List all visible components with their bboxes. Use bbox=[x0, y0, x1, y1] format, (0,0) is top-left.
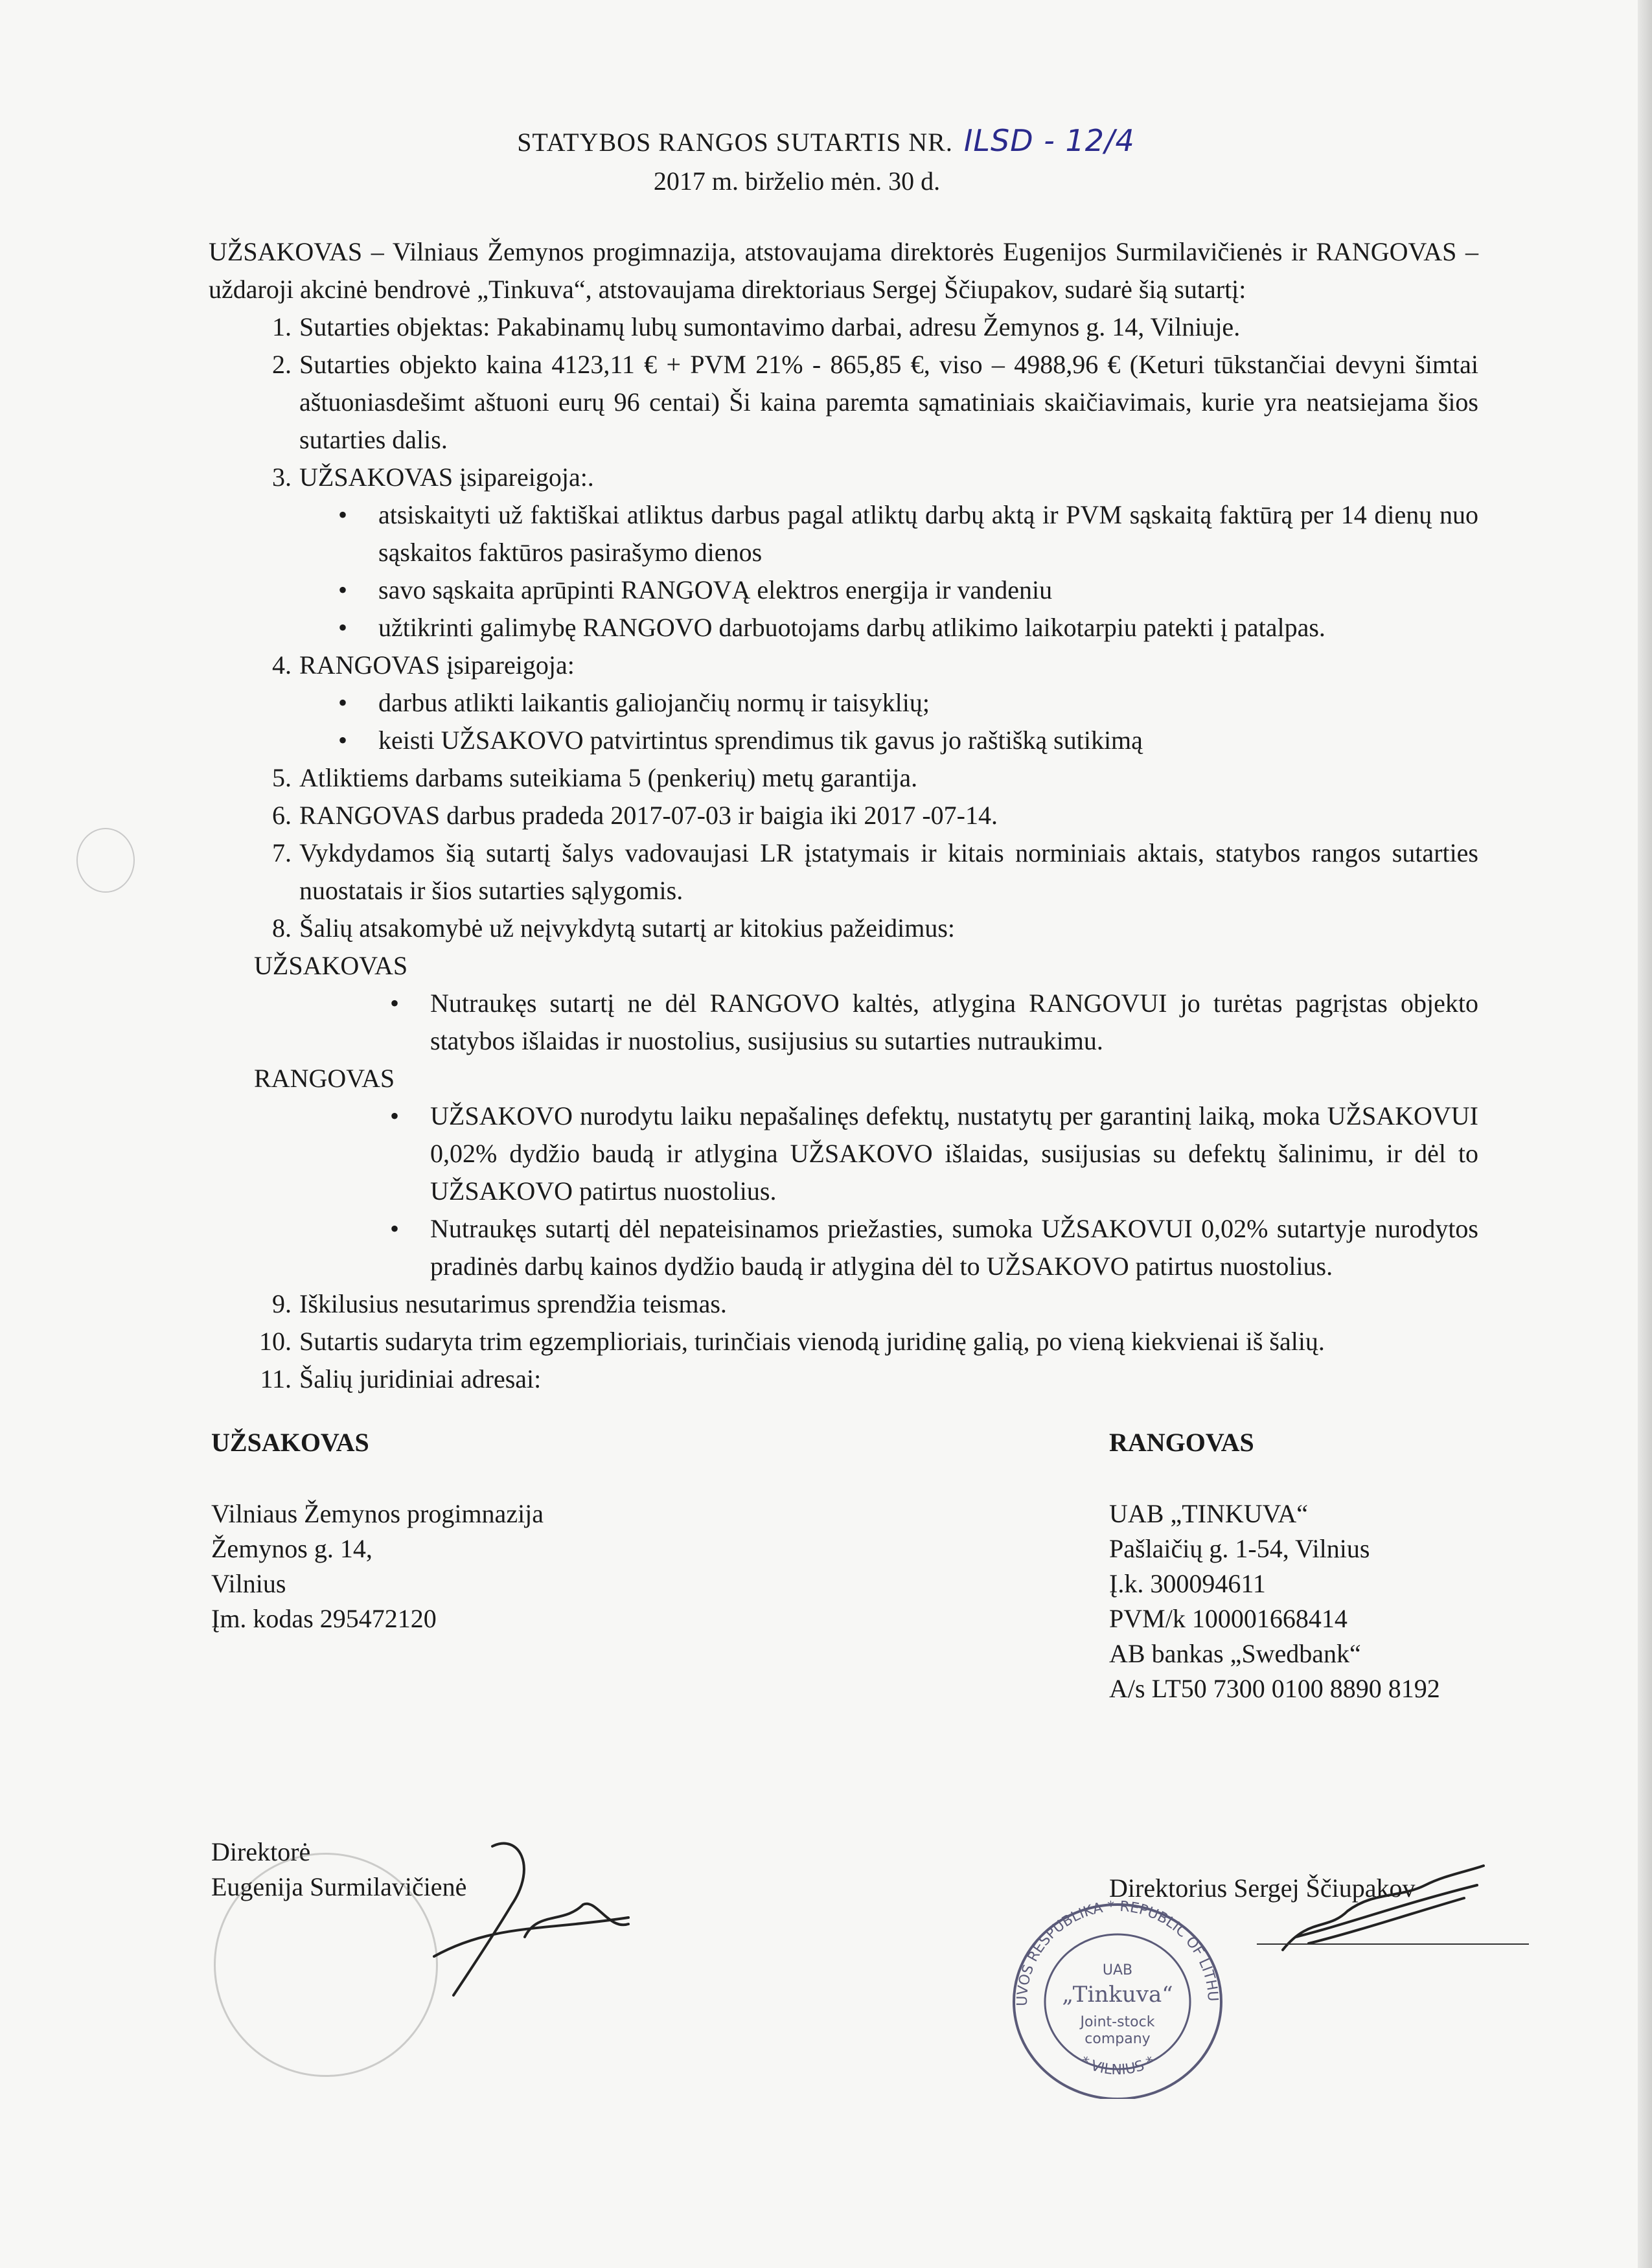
bullet-text: užtikrinti galimybę RANGOVO darbuotojams darbų atlikimo laikotarpiu patekti į patalpas. bbox=[378, 613, 1325, 642]
stamp-ring-top: UVOS RESPUBLIKA * REPUBLIC OF LITHU bbox=[1014, 1898, 1221, 2006]
clause-text: RANGOVAS darbus pradeda 2017-07-03 ir baigia iki 2017 -07-14. bbox=[299, 801, 998, 830]
customer-name: Vilniaus Žemynos progimnazija bbox=[211, 1499, 544, 1528]
contractor-signature bbox=[1270, 1859, 1503, 1963]
clause-text: Sutartis sudaryta trim egzemplioriais, turinčiais vienodą juridinę galią, po vieną kiekvienai iš šalių. bbox=[299, 1327, 1325, 1356]
customer-address-block bbox=[211, 1425, 544, 1636]
clause-number: 2. bbox=[272, 350, 292, 379]
bullet-icon: • bbox=[390, 989, 400, 1018]
bullet-text: UŽSAKOVO nurodytu laiku nepašalinęs defektų, nustatytų per garantinį laiką, moka UŽSAKOVUI 0,02% dydžio baudą ir atlygina UŽSAKOVO išlaidas, susijusias su defektų šalinimu, ir dėl to UŽSAKOVO patirtus nuostolius. bbox=[430, 1101, 1478, 1206]
contractor-stamp bbox=[1001, 1892, 1234, 2102]
clause-6 bbox=[209, 797, 1478, 834]
contractor-account: A/s LT50 7300 0100 8890 8192 bbox=[1109, 1674, 1440, 1703]
bullet-text: Nutraukęs sutartį dėl nepateisinamos priežasties, sumoka UŽSAKOVUI 0,02% sutartyje nurodytos pradinės darbų kainos dydžio baudą ir atlygina dėl to UŽSAKOVO patirtus nuostolius. bbox=[430, 1214, 1478, 1281]
contractor-name: UAB „TINKUVA“ bbox=[1109, 1499, 1308, 1528]
bullet-item bbox=[299, 609, 1478, 647]
document-title bbox=[0, 123, 1652, 158]
clause-number: 8. bbox=[272, 913, 292, 943]
bullet-icon: • bbox=[338, 726, 348, 755]
contractor-street: Pašlaičių g. 1-54, Vilnius bbox=[1109, 1534, 1370, 1563]
clause-number: 11. bbox=[260, 1364, 292, 1393]
party-subheading: UŽSAKOVAS bbox=[254, 951, 408, 980]
bullet-icon: • bbox=[338, 688, 348, 717]
clause-text: Šalių juridiniai adresai: bbox=[299, 1364, 542, 1393]
bullet-item bbox=[299, 722, 1478, 759]
bullet-icon: • bbox=[338, 500, 348, 529]
clause-number: 5. bbox=[272, 763, 292, 792]
clause-9 bbox=[209, 1285, 1478, 1323]
contractor-vat-code: PVM/k 100001668414 bbox=[1109, 1604, 1348, 1633]
stamp-line-2: „Tinkuva“ bbox=[1062, 1982, 1173, 2008]
bullet-text: atsiskaityti už faktiškai atliktus darbus pagal atliktų darbų aktą ir PVM sąskaitą faktūrą per 14 dienų nuo sąskaitos faktūros pasirašymo dienos bbox=[378, 500, 1478, 567]
customer-signer-role: Direktorė bbox=[211, 1837, 311, 1866]
title-text: STATYBOS RANGOS SUTARTIS NR. bbox=[517, 128, 953, 157]
customer-company-code: Įm. kodas 295472120 bbox=[211, 1604, 437, 1633]
clause-3 bbox=[209, 459, 1478, 496]
contractor-signature-line bbox=[1257, 1943, 1529, 1945]
customer-signature bbox=[415, 1827, 661, 2008]
bullet-item bbox=[299, 496, 1478, 571]
scan-edge-shadow bbox=[1638, 0, 1652, 2268]
punch-hole bbox=[76, 828, 135, 893]
customer-street: Žemynos g. 14, bbox=[211, 1534, 373, 1563]
contractor-signer: Direktorius Sergej Ščiupakov bbox=[1109, 1873, 1416, 1903]
clause-number: 6. bbox=[272, 801, 292, 830]
bullet-item bbox=[299, 571, 1478, 609]
clause-number: 10. bbox=[259, 1327, 292, 1356]
customer-faded-stamp bbox=[214, 1853, 438, 2077]
customer-city: Vilnius bbox=[211, 1569, 286, 1598]
customer-heading: UŽSAKOVAS bbox=[211, 1428, 369, 1457]
customer-signer-name: Eugenija Surmilavičienė bbox=[211, 1872, 467, 1901]
document-date: 2017 m. birželio mėn. 30 d. bbox=[653, 166, 941, 196]
clause-number: 1. bbox=[272, 312, 292, 341]
contractor-bank: AB bankas „Swedbank“ bbox=[1109, 1639, 1361, 1668]
clause-2 bbox=[209, 346, 1478, 459]
clause-4 bbox=[209, 647, 1478, 684]
bullet-item bbox=[351, 985, 1478, 1060]
bullet-text: darbus atlikti laikantis galiojančių normų ir taisyklių; bbox=[378, 688, 930, 717]
bullet-icon: • bbox=[338, 613, 348, 642]
contractor-address-block bbox=[1109, 1425, 1440, 1706]
clause-text: Iškilusius nesutarimus sprendžia teismas. bbox=[299, 1289, 727, 1318]
clause-text: Sutarties objekto kaina 4123,11 € + PVM 21% - 865,85 €, viso – 4988,96 € (Keturi tūkstančiai devyni šimtai aštuoniasdešimt aštuoni eurų 96 centai) Ši kaina paremta sąmatiniais skaičiavimais, kurie yra neatsiejama šios sutarties dalis. bbox=[299, 350, 1478, 454]
document-header bbox=[0, 123, 1652, 196]
clause-8 bbox=[209, 910, 1478, 947]
stamp-line-1: UAB bbox=[1102, 1962, 1133, 1978]
bullet-icon: • bbox=[390, 1101, 400, 1130]
handwritten-contract-number: ILSD - 12/4 bbox=[963, 123, 1135, 158]
clause-5 bbox=[209, 759, 1478, 797]
contractor-company-code: Į.k. 300094611 bbox=[1109, 1569, 1266, 1598]
clause-text: Sutarties objektas: Pakabinamų lubų sumontavimo darbai, adresu Žemynos g. 14, Vilniuje. bbox=[299, 312, 1241, 341]
clause-number: 7. bbox=[272, 838, 292, 867]
stamp-ring-bottom: * VILNIUS * bbox=[1077, 2053, 1158, 2079]
bullet-text: savo sąskaita aprūpinti RANGOVĄ elektros energija ir vandeniu bbox=[378, 575, 1053, 604]
clause-text: RANGOVAS įsipareigoja: bbox=[299, 650, 575, 680]
bullet-icon: • bbox=[338, 575, 348, 604]
clause-number: 9. bbox=[272, 1289, 292, 1318]
stamp-line-4: company bbox=[1084, 2031, 1151, 2047]
intro-paragraph: UŽSAKOVAS – Vilniaus Žemynos progimnazija, atstovaujama direktorės Eugenijos Surmilavičienės ir RANGOVAS – uždaroji akcinė bendrovė „Tinkuva“, atstovaujama direktoriaus Sergej Ščiupakov, sudarė šią sutartį: bbox=[209, 237, 1478, 304]
party-subheading: RANGOVAS bbox=[254, 1064, 395, 1093]
bullet-text: Nutraukęs sutartį ne dėl RANGOVO kaltės, atlygina RANGOVUI jo turėtas pagrįstas objekto statybos išlaidas ir nuostolius, susijusius su sutarties nutraukimu. bbox=[430, 989, 1478, 1055]
contract-body bbox=[209, 233, 1478, 1398]
clause-text: UŽSAKOVAS įsipareigoja:. bbox=[299, 463, 594, 492]
contractor-heading: RANGOVAS bbox=[1109, 1428, 1254, 1457]
bullet-item bbox=[299, 684, 1478, 722]
clause-10 bbox=[209, 1323, 1478, 1360]
clause-number: 3. bbox=[272, 463, 292, 492]
bullet-item bbox=[351, 1210, 1478, 1285]
bullet-text: keisti UŽSAKOVO patvirtintus sprendimus tik gavus jo raštišką sutikimą bbox=[378, 726, 1143, 755]
clause-7 bbox=[209, 834, 1478, 910]
clause-text: Vykdydamos šią sutartį šalys vadovaujasi LR įstatymais ir kitais norminiais aktais, statybos rangos sutarties nuostatais ir šios sutarties sąlygomis. bbox=[299, 838, 1478, 905]
stamp-line-3: Joint-stock bbox=[1080, 2014, 1155, 2030]
clause-1 bbox=[209, 308, 1478, 346]
clause-11 bbox=[209, 1360, 1478, 1398]
clause-number: 4. bbox=[272, 650, 292, 680]
clause-text: Šalių atsakomybė už neįvykdytą sutartį ar kitokius pažeidimus: bbox=[299, 913, 956, 943]
bullet-item bbox=[351, 1097, 1478, 1210]
clause-text: Atliktiems darbams suteikiama 5 (penkerių) metų garantija. bbox=[299, 763, 918, 792]
bullet-icon: • bbox=[390, 1214, 400, 1243]
